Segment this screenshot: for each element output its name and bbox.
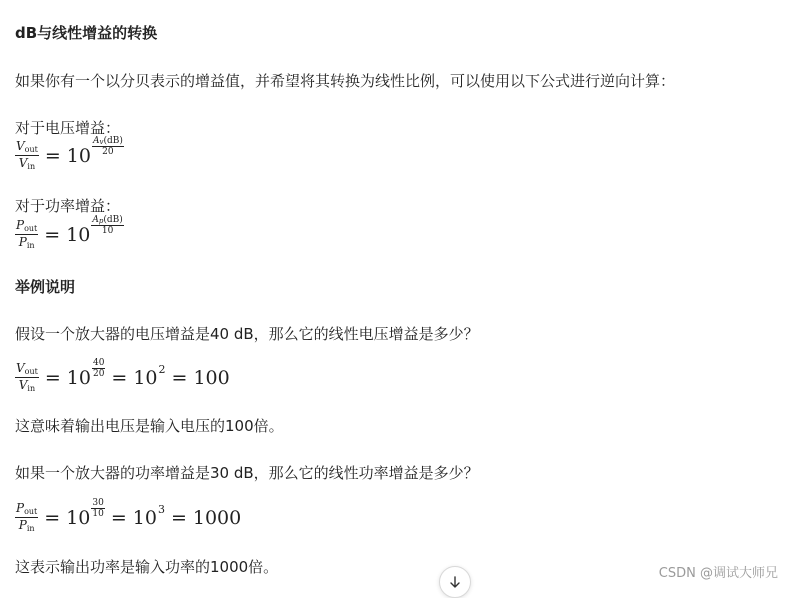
csdn-watermark: CSDN @调试大师兄 — [658, 566, 778, 581]
power-gain-label: 对于功率增益： — [15, 197, 121, 215]
voltage-exponent: $A_v(dB)$ 20 — [92, 135, 123, 157]
answer-voltage: 这意味着输出电压是输入电压的100倍。 — [15, 417, 284, 435]
question-power: 如果一个放大器的功率增益是30 dB，那么它的线性功率增益是多少？ — [15, 464, 479, 482]
voltage-ratio-fraction: $\frac{V_{out}}{V_{in}}$ — [16, 139, 38, 171]
scroll-down-button[interactable] — [439, 566, 471, 598]
example-voltage-formula: $\frac{V_{out}}{V_{in}}$ = 10 $\frac{40}{20}$ = 10 2 = 100 — [16, 357, 230, 393]
question-voltage: 假设一个放大器的电压增益是40 dB，那么它的线性电压增益是多少？ — [15, 325, 479, 343]
intro-paragraph: 如果你有一个以分贝表示的增益值，并希望将其转换为线性比例，可以使用以下公式进行逆向计算： — [15, 72, 676, 90]
power-exponent: $A_p(dB)$ 10 — [92, 214, 123, 236]
section-title-conversion: dB与线性增益的转换 — [15, 24, 158, 42]
voltage-gain-label: 对于电压增益： — [15, 119, 121, 137]
power-ratio-fraction: $\frac{P_{out}}{P_{in}}$ — [16, 218, 38, 250]
voltage-gain-formula: $\frac{V_{out}}{V_{in}}$ = 10 $A_v(dB)$ 20 — [16, 135, 123, 171]
power-gain-formula: $\frac{P_{out}}{P_{in}}$ = 10 $A_p(dB)$ 10 — [16, 214, 123, 250]
example-power-formula: $\frac{P_{out}}{P_{in}}$ = 10 $\frac{30}{10}$ = 10 3 = 1000 — [16, 497, 242, 533]
section-title-examples: 举例说明 — [15, 278, 76, 296]
answer-power: 这表示输出功率是输入功率的1000倍。 — [15, 558, 279, 576]
